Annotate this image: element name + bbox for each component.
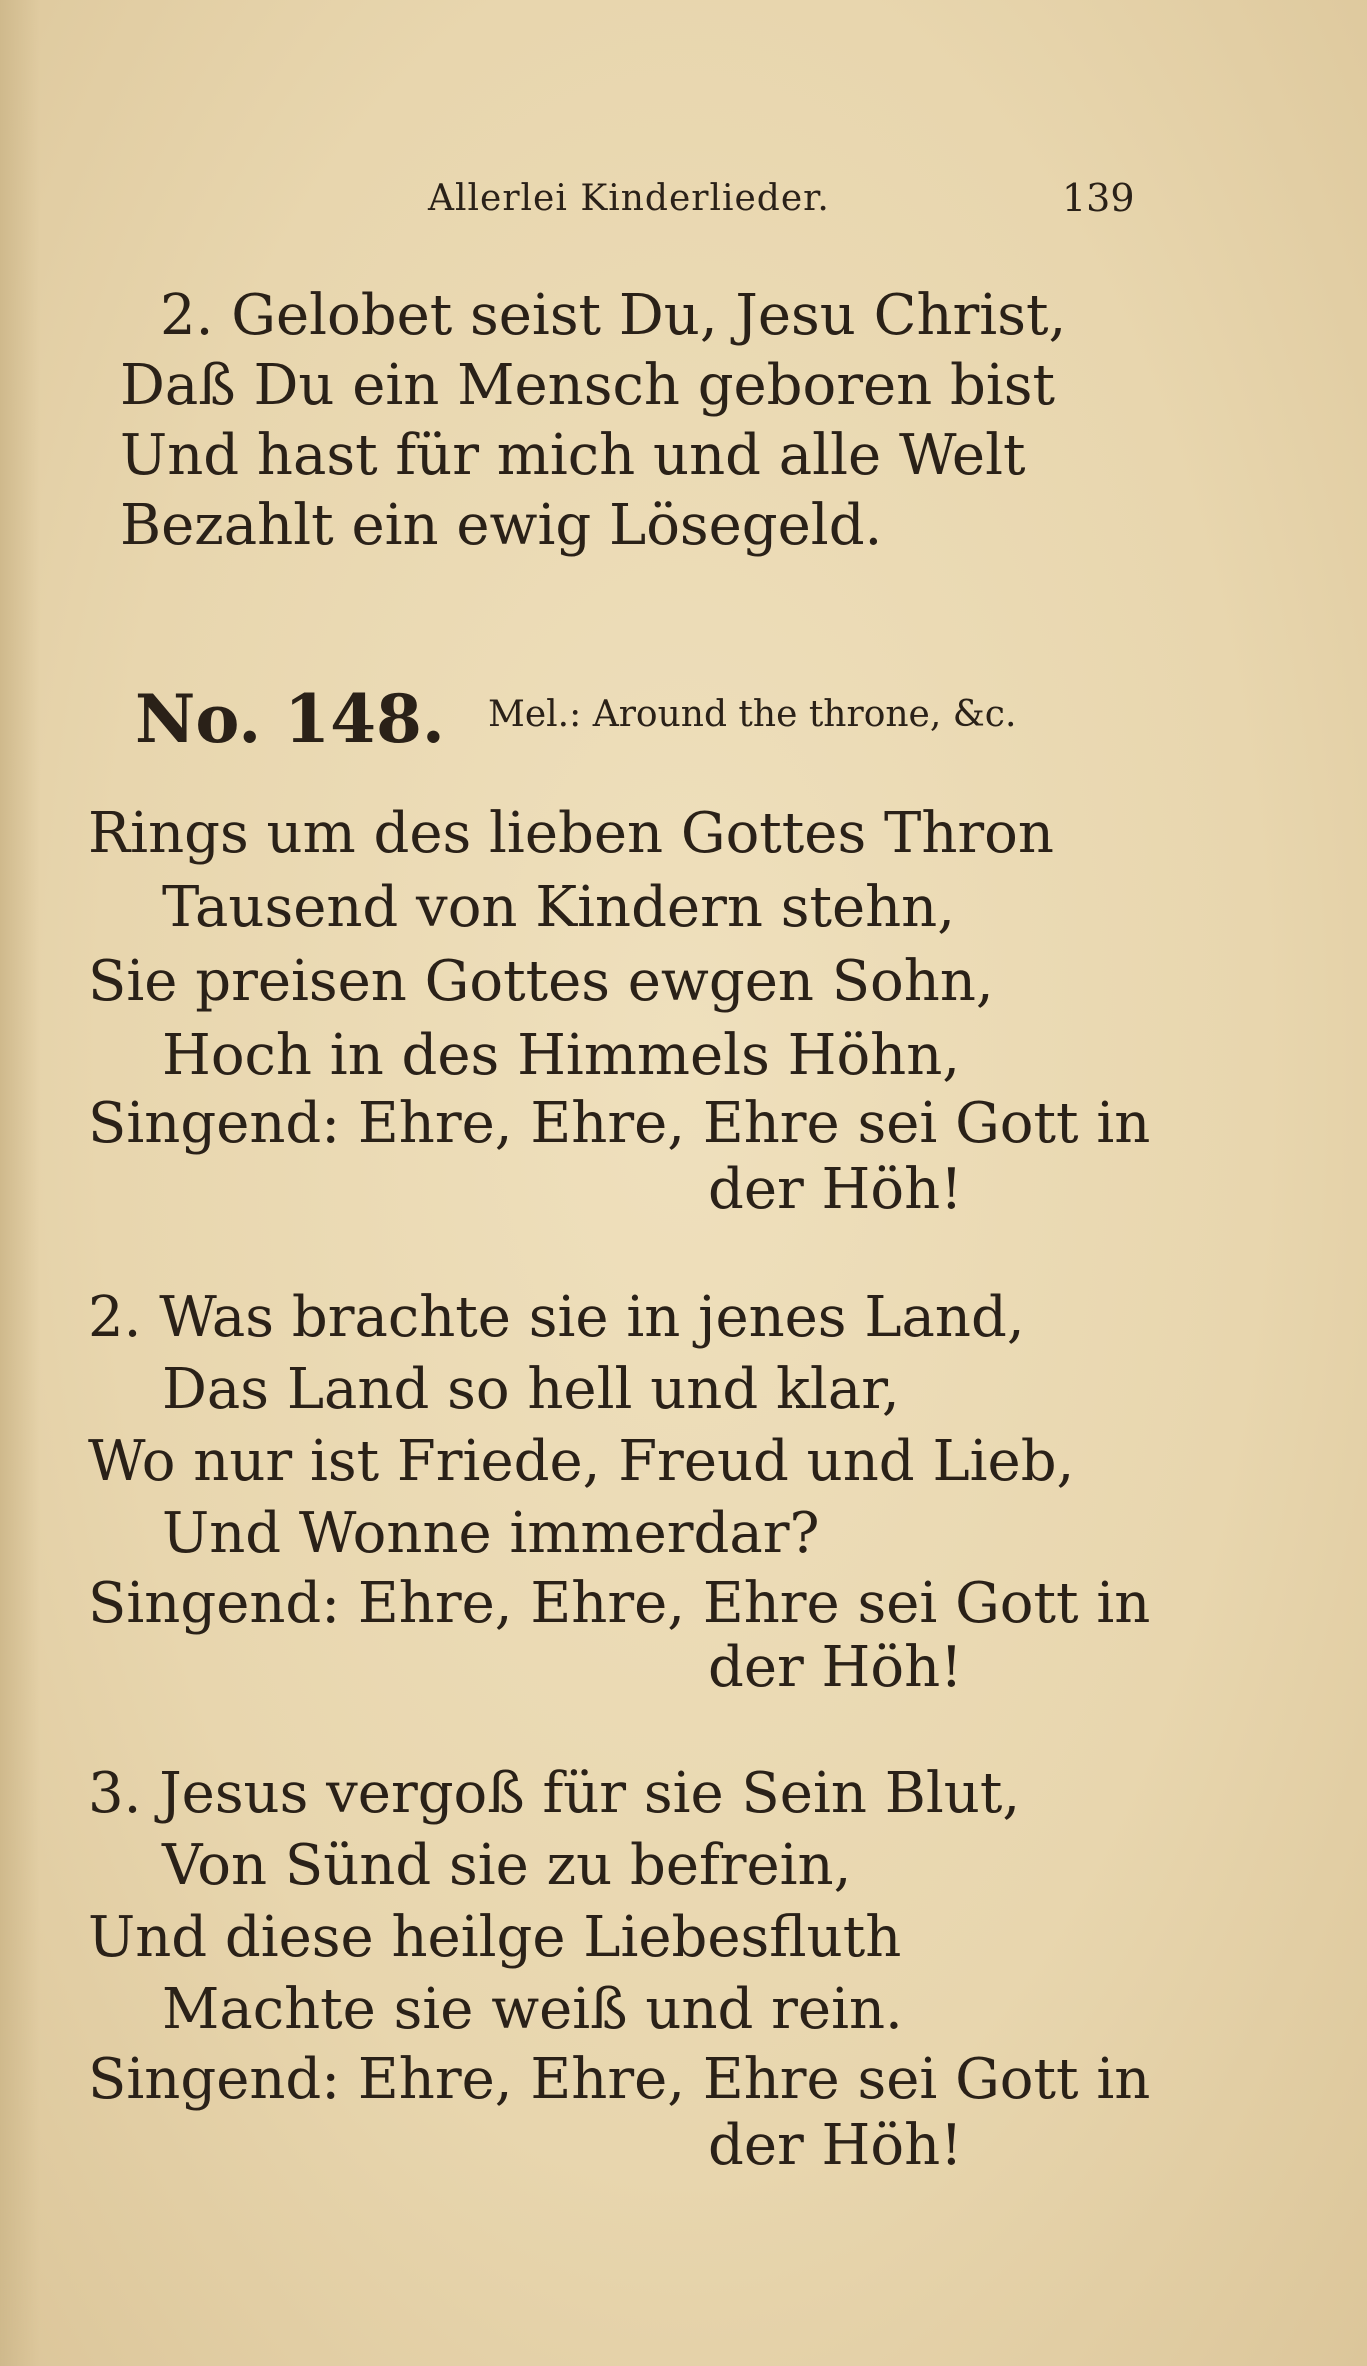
stanza-3-line: 3. Jesus vergoß für sie Sein Blut, bbox=[88, 1761, 1021, 1826]
stanza-2-refrain: Singend: Ehre, Ehre, Ehre sei Gott in bbox=[88, 1571, 1151, 1636]
stanza-3-refrain-end: der Höh! bbox=[708, 2113, 963, 2178]
stanza-1-line: Hoch in des Himmels Höhn, bbox=[162, 1023, 961, 1088]
prev-stanza-line: 2. Gelobet seist Du, Jesu Christ, bbox=[160, 283, 1067, 348]
stanza-1-line: Rings um des lieben Gottes Thron bbox=[88, 801, 1054, 866]
stanza-2-line: Und Wonne immerdar? bbox=[162, 1501, 820, 1566]
prev-stanza-line: Bezahlt ein ewig Lösegeld. bbox=[120, 493, 883, 558]
stanza-2-refrain-end: der Höh! bbox=[708, 1635, 963, 1700]
stanza-3-line: Machte sie weiß und rein. bbox=[162, 1977, 903, 2042]
stanza-2-line: Das Land so hell und klar, bbox=[162, 1357, 900, 1422]
stanza-1-line: Sie preisen Gottes ewgen Sohn, bbox=[88, 949, 994, 1014]
page-edge-shadow bbox=[0, 0, 40, 2366]
stanza-1-refrain: Singend: Ehre, Ehre, Ehre sei Gott in bbox=[88, 1091, 1151, 1156]
stanza-3-line: Von Sünd sie zu befrein, bbox=[162, 1833, 852, 1898]
running-title: Allerlei Kinderlieder. bbox=[428, 178, 830, 219]
prev-stanza-line: Und hast für mich und alle Welt bbox=[120, 423, 1026, 488]
stanza-2-line: Wo nur ist Friede, Freud und Lieb, bbox=[88, 1429, 1075, 1494]
page-number: 139 bbox=[1062, 176, 1135, 220]
melody-indication: Mel.: Around the throne, &c. bbox=[488, 694, 1017, 735]
stanza-3-refrain: Singend: Ehre, Ehre, Ehre sei Gott in bbox=[88, 2047, 1151, 2112]
stanza-2-line: 2. Was brachte sie in jenes Land, bbox=[88, 1285, 1025, 1350]
prev-stanza-line: Daß Du ein Mensch geboren bist bbox=[120, 353, 1056, 418]
stanza-1-line: Tausend von Kindern stehn, bbox=[162, 875, 956, 940]
hymn-number: No. 148. bbox=[135, 680, 445, 758]
stanza-3-line: Und diese heilge Liebesfluth bbox=[88, 1905, 902, 1970]
stanza-1-refrain-end: der Höh! bbox=[708, 1157, 963, 1222]
